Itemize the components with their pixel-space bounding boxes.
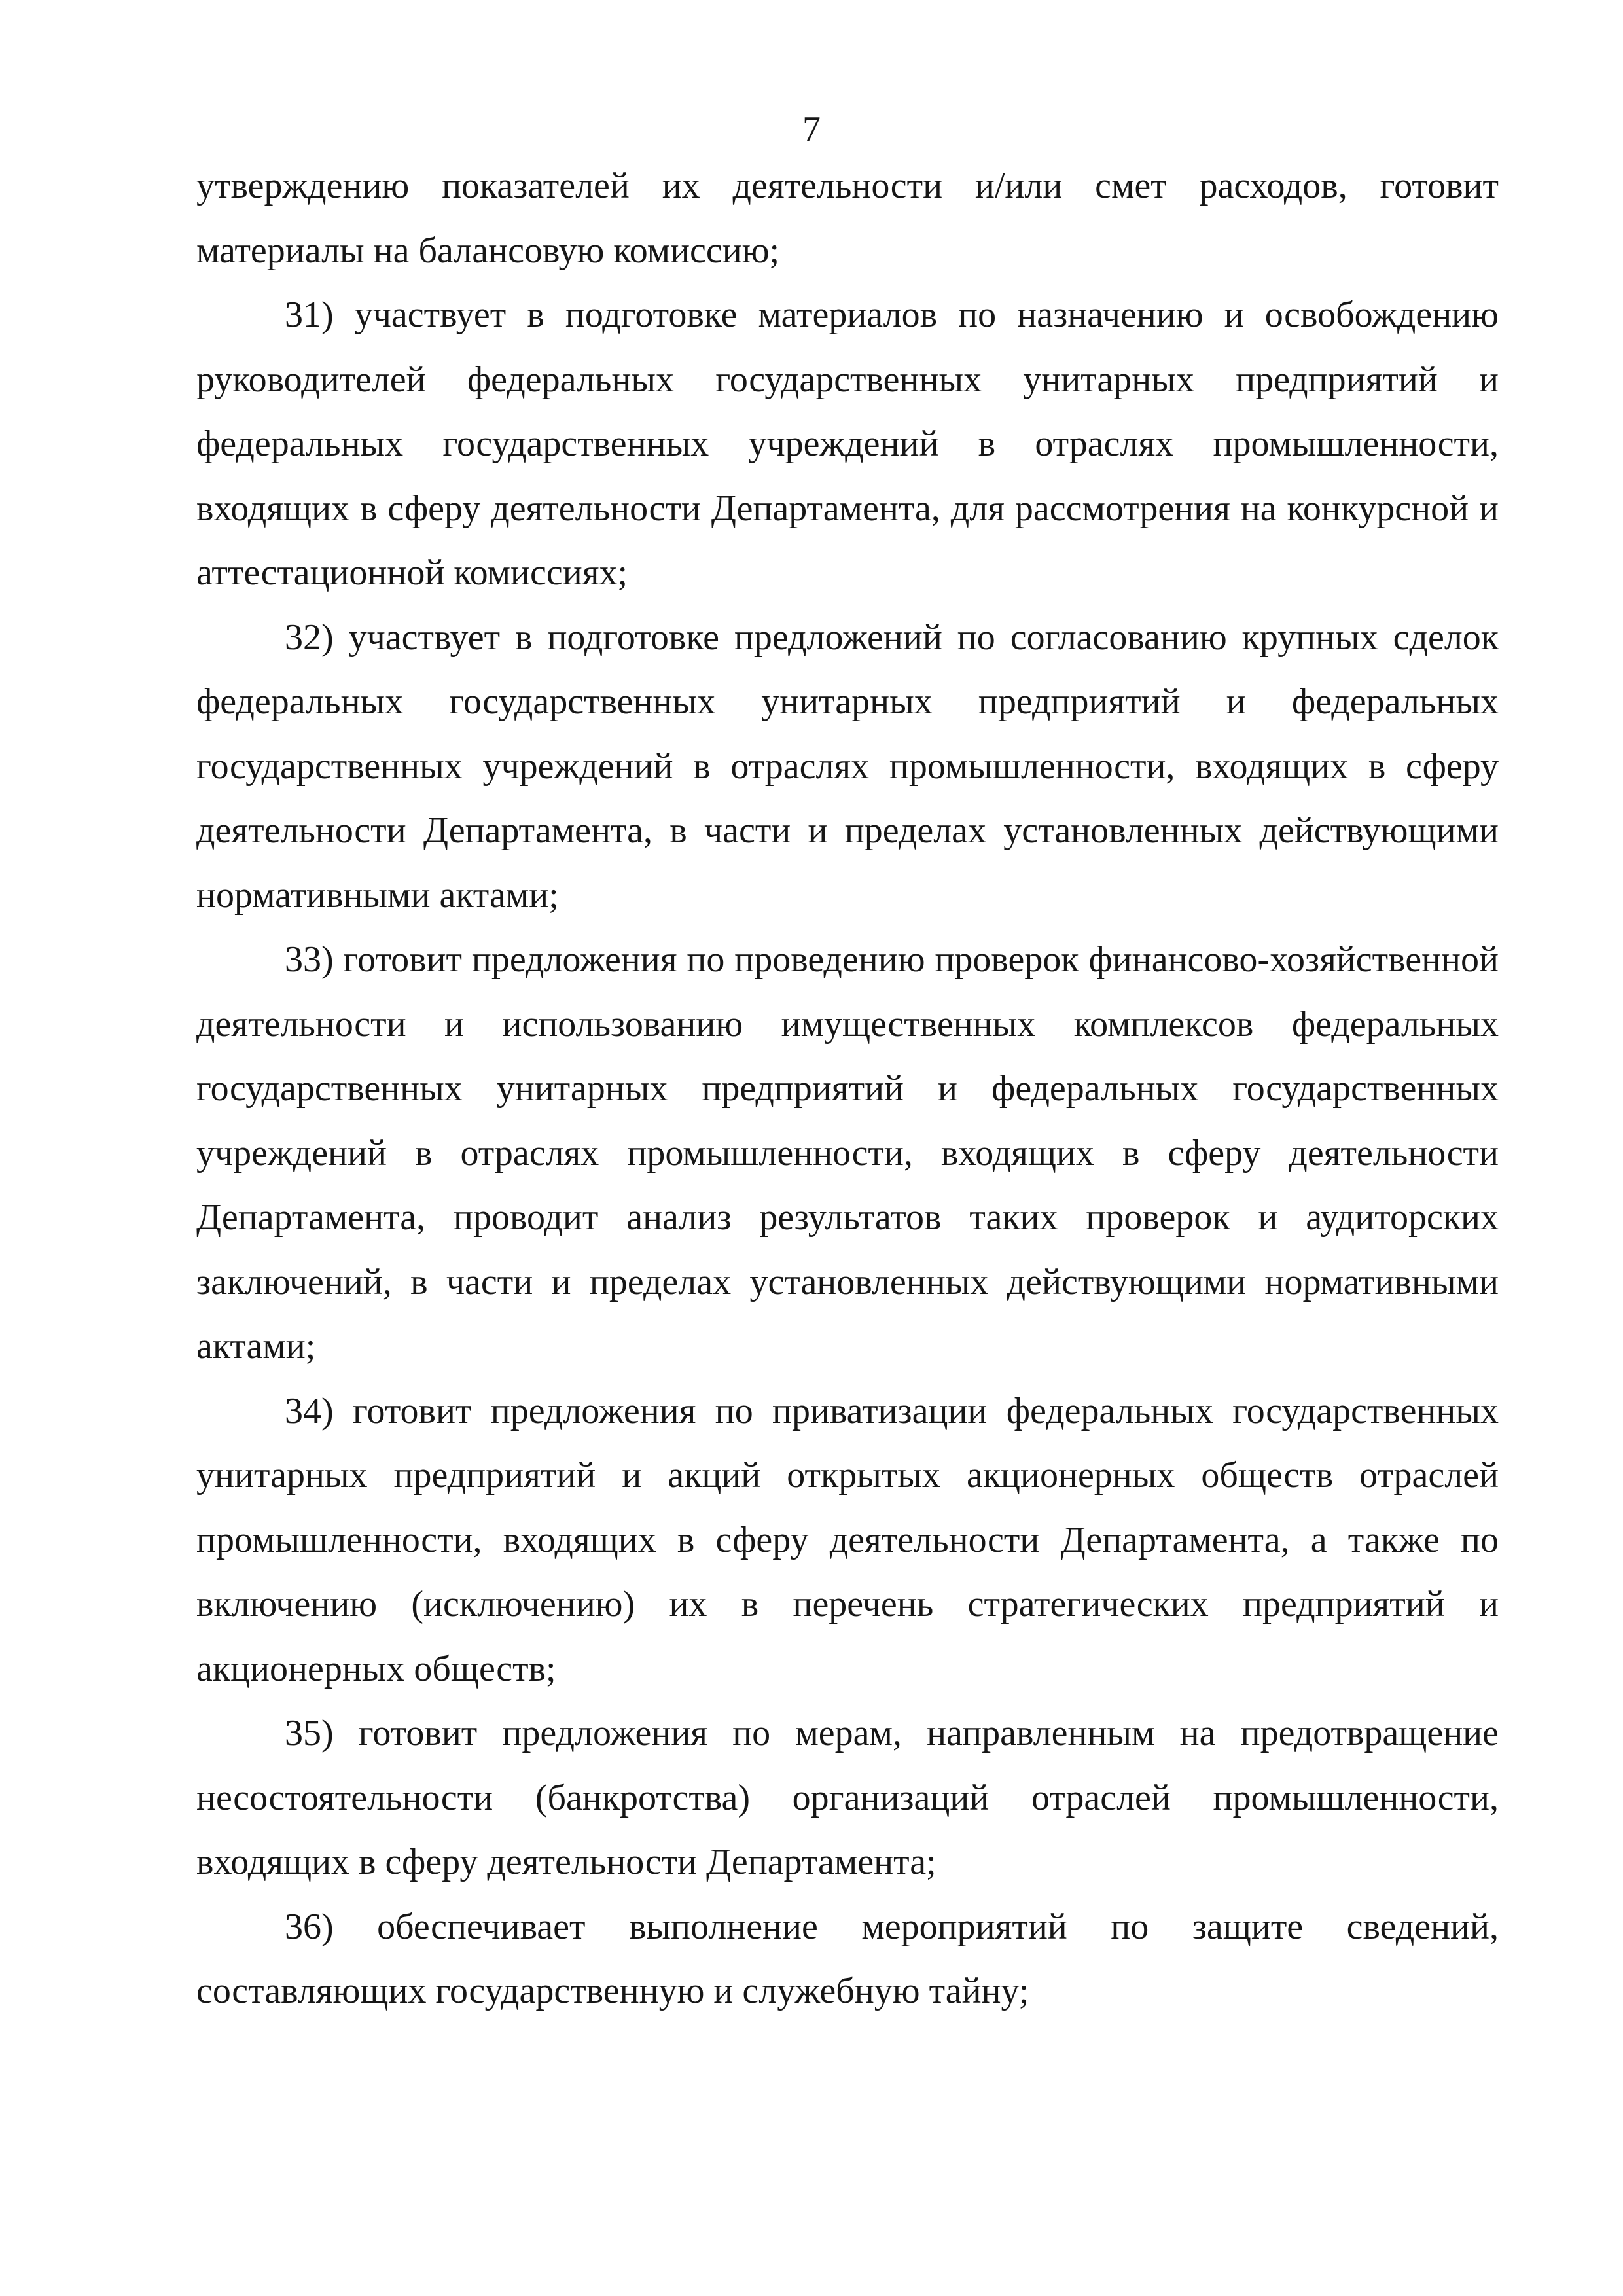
document-body [196,154,1499,2024]
page-number: 7 [802,109,821,150]
paragraph-item-33: 33) готовит предложения по проведению проверок финансово-хозяйственной деятельности и использованию имущественных комплексов федеральных государственных унитарных предприятий и федеральных государственных учреждений в отраслях промышленности, входящих в сферу деятельности Департамента, проводит анализ результатов таких проверок и аудиторских заключений, в части и пределах установленных действующими нормативными актами; [196,939,1499,1367]
paragraph-item-32: 32) участвует в подготовке предложений по согласованию крупных сделок федеральных государственных унитарных предприятий и федеральных государственных учреждений в отраслях промышленности, входящих в сферу деятельности Департамента, в части и пределах установленных действующими нормативными актами; [196,617,1499,916]
paragraph-continuation: утверждению показателей их деятельности и/или смет расходов, готовит материалы на балансовую комиссию; [196,166,1499,271]
paragraph-item-36: 36) обеспечивает выполнение мероприятий по защите сведений, составляющих государственную и служебную тайну; [196,1906,1499,2011]
paragraph-item-31: 31) участвует в подготовке материалов по назначению и освобождению руководителей федеральных государственных унитарных предприятий и федеральных государственных учреждений в отраслях промышленности, входящих в сферу деятельности Департамента, для рассмотрения на конкурсной и аттестационной комиссиях; [196,295,1499,593]
paragraph-item-34: 34) готовит предложения по приватизации федеральных государственных унитарных предприятий и акций открытых акционерных обществ отраслей промышленности, входящих в сферу деятельности Департамента, а также по включению (исключению) их в перечень стратегических предприятий и акционерных обществ; [196,1390,1499,1689]
paragraph-item-35: 35) готовит предложения по мерам, направленным на предотвращение несостоятельности (банкротства) организаций отраслей промышленности, входящих в сферу деятельности Департамента; [196,1713,1499,1882]
